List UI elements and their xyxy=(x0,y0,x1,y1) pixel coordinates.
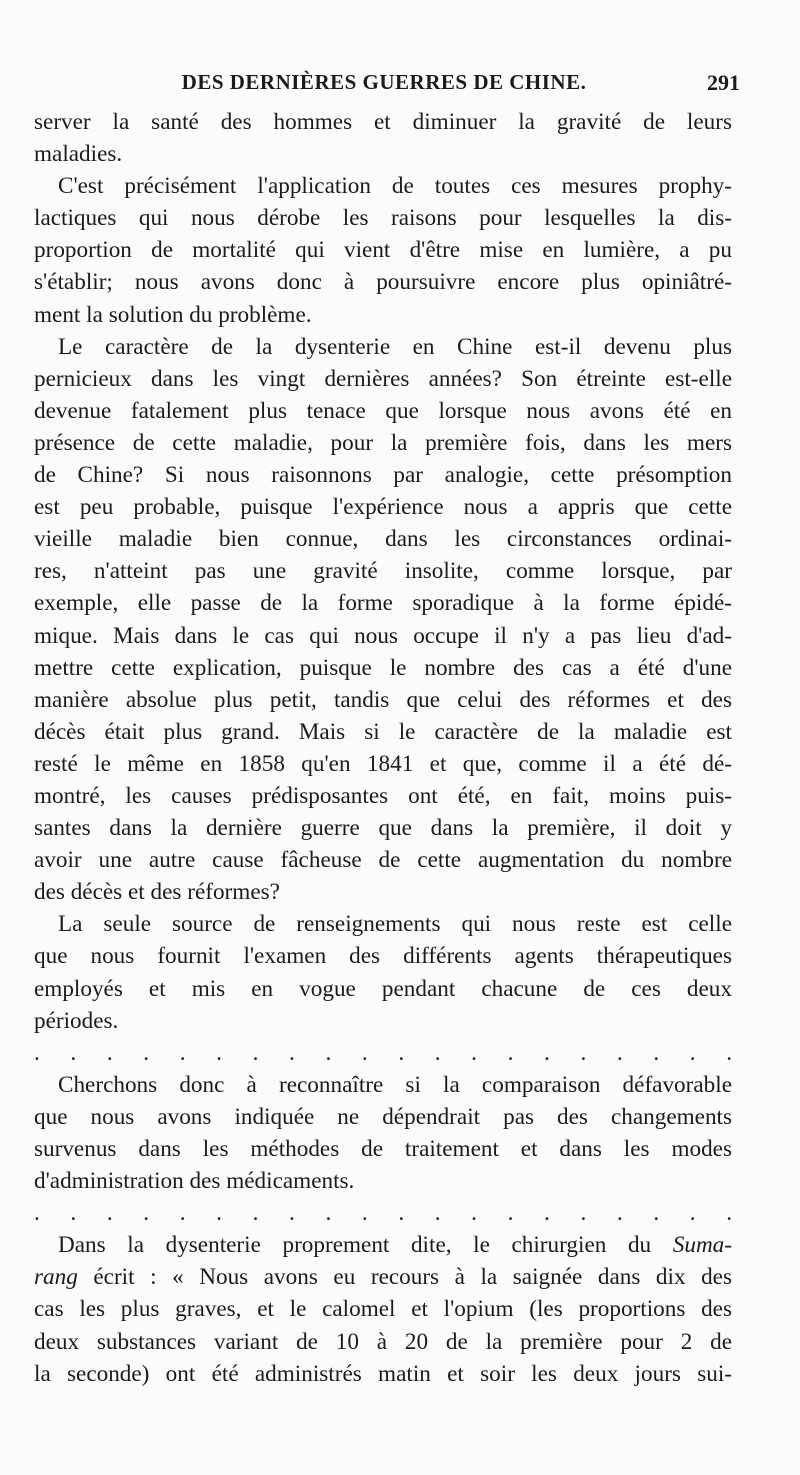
text-line: de Chine? Si nous raisonnons par analogie, cette présomption xyxy=(34,462,732,489)
ship-name: Suma- xyxy=(672,1232,732,1259)
text-line: cas les plus graves, et le calomel et l'opium (les proportions des xyxy=(34,1296,732,1323)
text-line: avoir une autre cause fâcheuse de cette augmentation du nombre xyxy=(34,847,732,874)
text-line: Cherchons donc à reconnaître si la comparaison défavorable xyxy=(58,1071,732,1098)
text-line: exemple, elle passe de la forme sporadique à la forme épidé- xyxy=(34,590,732,617)
text-line: que nous avons indiquée ne dépendrait pas des changements xyxy=(34,1103,732,1130)
text-line: lactiques qui nous dérobe les raisons pour lesquelles la dis- xyxy=(34,205,732,232)
text-line: La seule source de renseignements qui nous reste est celle xyxy=(58,911,732,938)
text-line: s'établir; nous avons donc à poursuivre encore plus opiniâtré- xyxy=(34,269,732,296)
page-number: 291 xyxy=(707,70,740,95)
final-paragraph-start: Dans la dysenterie proprement dite, le chirurgien du xyxy=(58,1232,673,1259)
text-line: la seconde) ont été administrés matin et soir les deux jours sui- xyxy=(34,1360,732,1387)
text-line xyxy=(34,1229,732,1261)
text-line: Le caractère de la dysenterie en Chine est-il devenu plus xyxy=(58,333,732,360)
text-line: pernicieux dans les vingt dernières années? Son étreinte est-elle xyxy=(34,365,732,392)
text-line: vieille maladie bien connue, dans les circonstances ordinai- xyxy=(34,526,732,553)
text-line: deux substances variant de 10 à 20 de la première pour 2 de xyxy=(34,1328,732,1355)
text-line: des décès et des réformes? xyxy=(34,879,280,906)
text-line: présence de cette maladie, pour la première fois, dans les mers xyxy=(34,429,732,456)
text-line: res, n'atteint pas une gravité insolite, comme lorsque, par xyxy=(34,558,732,585)
text-line: survenus dans les méthodes de traitement et dans les modes xyxy=(34,1136,732,1162)
page-header xyxy=(28,70,740,100)
text-line: décès était plus grand. Mais si le caractère de la maladie est xyxy=(34,718,732,745)
text-line: server la santé des hommes et diminuer la gravité de leurs xyxy=(34,109,732,135)
text-line: que nous fournit l'examen des différents agents thérapeutiques xyxy=(34,943,732,970)
running-title: DES DERNIÈRES GUERRES DE CHINE. xyxy=(181,70,587,94)
text-line: santes dans la dernière guerre que dans la première, il doit y xyxy=(34,815,732,842)
body-text xyxy=(34,106,732,1390)
text-line: ment la solution du problème. xyxy=(34,301,312,328)
text-line: est peu probable, puisque l'expérience nous a appris que cette xyxy=(34,494,732,521)
text-line: manière absolue plus petit, tandis que celui des réformes et des xyxy=(34,686,732,713)
text-line: resté le même en 1858 qu'en 1841 et que, comme il a été dé- xyxy=(34,750,732,777)
ellipsis-line: . . . . . . . . . . . . . . . . . . . . xyxy=(34,1039,732,1066)
ellipsis-line: . . . . . . . . . . . . . . . . . . . . xyxy=(34,1200,732,1227)
text-line: C'est précisément l'application de toutes ces mesures prophy- xyxy=(58,173,732,200)
text-line: employés et mis en vogue pendant chacune de ces deux xyxy=(34,975,732,1002)
text-line: proportion de mortalité qui vient d'être mise en lumière, a pu xyxy=(34,237,732,264)
text-line: mique. Mais dans le cas qui nous occupe il n'y a pas lieu d'ad- xyxy=(34,622,732,649)
text-line: mettre cette explication, puisque le nombre des cas a été d'une xyxy=(34,654,732,681)
text-span: écrit : « Nous avons eu recours à la saignée dans dix des xyxy=(77,1264,732,1291)
text-line xyxy=(34,1261,732,1293)
text-line: devenue fatalement plus tenace que lorsque nous avons été en xyxy=(34,397,732,424)
ship-name-continued: rang xyxy=(34,1264,78,1291)
text-line: périodes. xyxy=(34,1007,119,1034)
text-line: maladies. xyxy=(34,141,123,168)
text-line: d'administration des médicaments. xyxy=(34,1168,355,1195)
text-line: montré, les causes prédisposantes ont été, en fait, moins puis- xyxy=(34,782,732,809)
